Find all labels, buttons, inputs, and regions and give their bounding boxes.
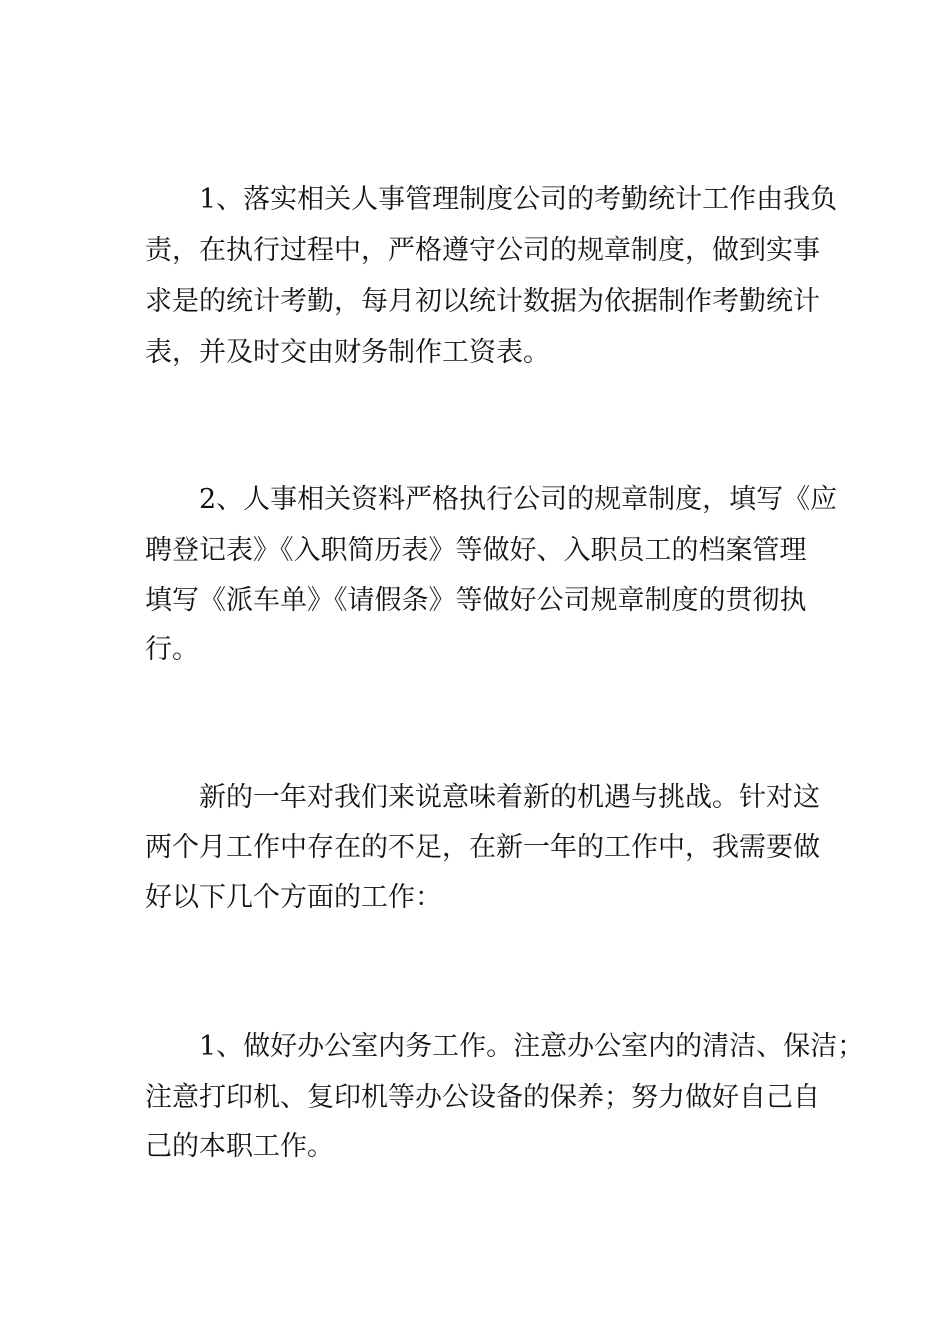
paragraph-line: 填写《派车单》《请假条》等做好公司规章制度的贯彻执: [145, 585, 807, 616]
paragraph-line: 责，在执行过程中，严格遵守公司的规章制度，做到实事: [145, 235, 820, 266]
paragraph-line: 1、做好办公室内务工作。注意办公室内的清洁、保洁；: [199, 1031, 865, 1062]
paragraph-line: 求是的统计考勤，每月初以统计数据为依据制作考勤统计: [145, 286, 820, 317]
paragraph-line: 新的一年对我们来说意味着新的机遇与挑战。针对这: [199, 782, 820, 813]
paragraph-line: 1、落实相关人事管理制度公司的考勤统计工作由我负: [199, 184, 838, 215]
paragraph-line: 己的本职工作。: [145, 1131, 334, 1162]
paragraph-line: 聘登记表》《入职简历表》等做好、入职员工的档案管理: [145, 535, 807, 566]
paragraph-line: 好以下几个方面的工作：: [145, 882, 442, 913]
paragraph-line: 两个月工作中存在的不足，在新一年的工作中，我需要做: [145, 832, 820, 863]
paragraph-line: 表，并及时交由财务制作工资表。: [145, 337, 550, 368]
paragraph-line: 2、人事相关资料严格执行公司的规章制度，填写《应: [199, 484, 838, 515]
paragraph-line: 注意打印机、复印机等办公设备的保养；努力做好自己自: [145, 1082, 820, 1113]
paragraph-line: 行。: [145, 634, 199, 665]
